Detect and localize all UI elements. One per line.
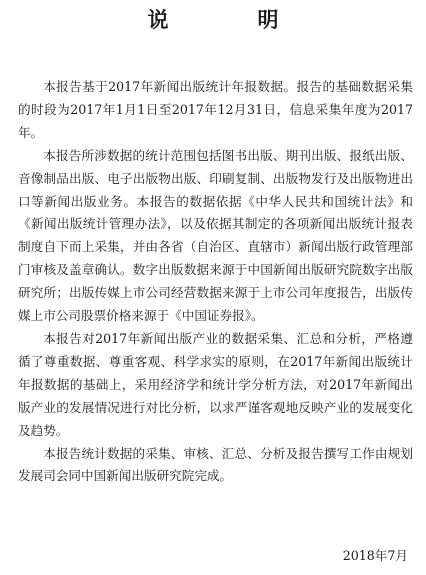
paragraph-authorship: 本报告统计数据的采集、审核、汇总、分析及报告撰写工作由规划发展司会同中国新闻出版研究院完成。	[18, 445, 413, 484]
paragraph-analysis-principles: 本报告对2017年新闻出版产业的数据采集、汇总和分析，严格遵循了尊重数据、尊重客观、科学求实的原则，在2017年新闻出版统计年报数据的基础上，采用经济学和统计学分析方法，对2017年新闻出版产业的发展情况进行对比分析，以求严谨客观地反映产业的发展变化及趋势。	[18, 330, 413, 438]
document-body	[18, 76, 413, 488]
paragraph-data-source: 本报告基于2017年新闻出版统计年报数据。报告的基础数据采集的时段为2017年1月1日至2017年12月31日，信息采集年度为2017年。	[18, 79, 413, 140]
paragraph-statistical-scope: 本报告所涉数据的统计范围包括图书出版、期刊出版、报纸出版、音像制品出版、电子出版物出版、印刷复制、出版物发行及出版物进出口等新闻出版业务。本报告的数据依据《中华人民共和国统计法》和《新闻出版统计管理办法》，以及依据其制定的各项新闻出版统计报表制度自下而上采集，并由各省（自治区、直辖市）新闻出版行政管理部门审核及盖章确认。数字出版数据来源于中国新闻出版研究院数字出版研究所；出版传媒上市公司经营数据来源于上市公司年度报告，出版传媒上市公司股票价格来源于《中国证券报》。	[18, 147, 413, 324]
page-title: 说 明	[147, 8, 313, 32]
document-date: 2018年7月	[342, 548, 408, 563]
